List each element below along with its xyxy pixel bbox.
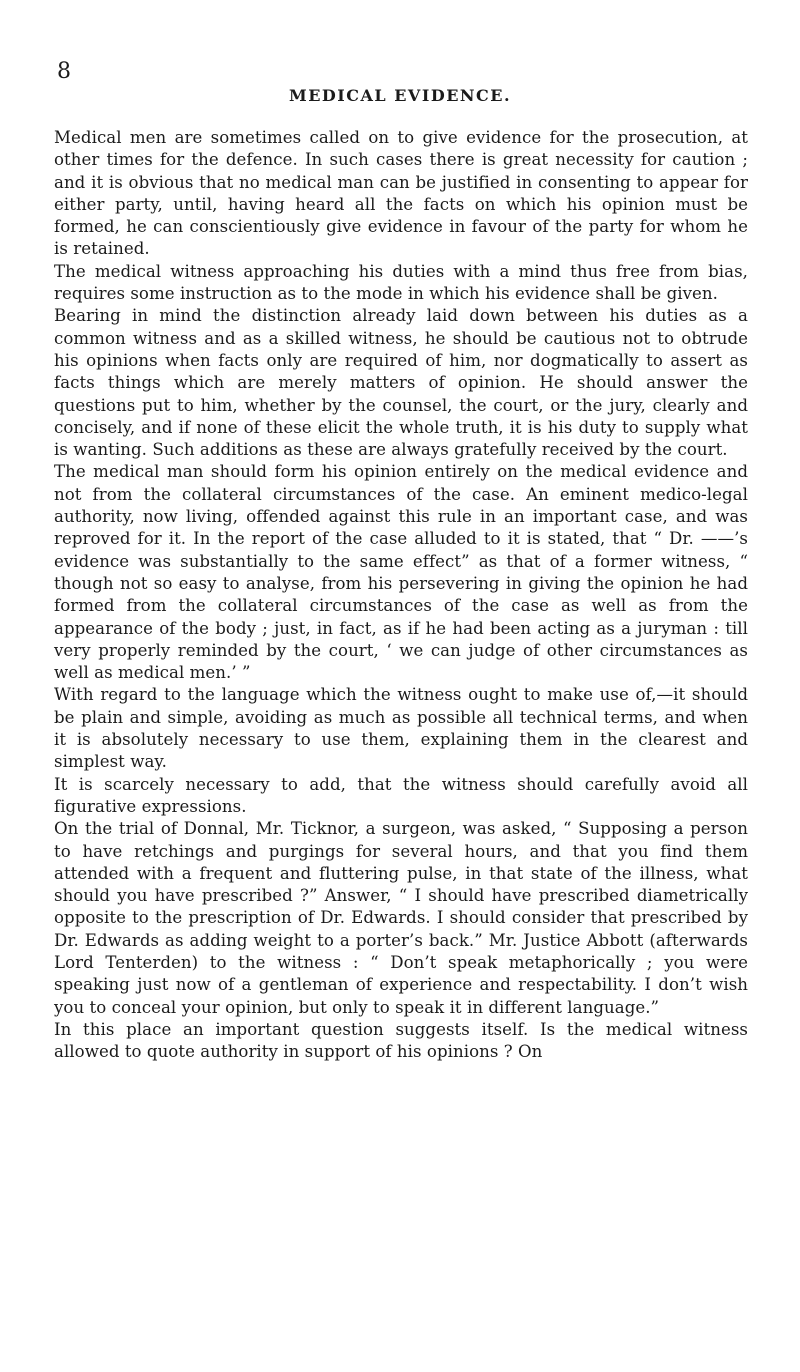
paragraph: Bearing in mind the distinction already laid down between his duties as a common witness and as a skilled witness, he should be cautious not to obtrude his opinions when facts only are required of him, nor dogmatically to assert as facts things which are merely matters of opinion. He should answer the questions put to him, whether by the counsel, the court, or the jury, clearly and concisely, and if none of these elicit the whole truth, it is his duty to supply what is wanting. Such additions as these are always gratefully received by the court. — [54, 306, 748, 460]
paragraph: Medical men are sometimes called on to give evidence for the prosecution, at other times for the defence. In such cases there is great necessity for caution ; and it is obvious that no medical man can be justified in consenting to appear for either party, until, having heard all the facts on which his opinion must be formed, he can conscientiously give evidence in favour of the party for whom he is retained. — [54, 128, 748, 259]
running-head: MEDICAL EVIDENCE. — [288, 86, 512, 105]
page-number: 8 — [57, 59, 71, 84]
paragraph: With regard to the language which the witness ought to make use of,—it should be plain and simple, avoiding as much as possible all technical terms, and when it is absolutely necessary to use them, explaining them in the clearest and simplest way. — [54, 685, 748, 772]
paragraph: The medical man should form his opinion entirely on the medical evidence and not from the collateral circumstances of the case. An eminent medico-legal authority, now living, offended against this rule in an important case, and was reproved for it. In the report of the case alluded to it is stated, that “ Dr. ——’s evidence was substantially to the same effect” as that of a former witness, “ though not so easy to analyse, from his persevering in giving the opinion he had formed from the collateral circumstances of the case as well as from the appearance of the body ; just, in fact, as if he had been acting as a juryman : till very properly reminded by the court, ‘ we can judge of other circumstances as well as medical men.’ ” — [54, 462, 748, 683]
paragraph: On the trial of Donnal, Mr. Ticknor, a surgeon, was asked, “ Supposing a person to have retchings and purgings for several hours, and that you find them attended with a frequent and fluttering pulse, in that state of the illness, what should you have prescribed ?” Answer, “ I should have prescribed diametrically opposite to the prescription of Dr. Edwards. I should consider that prescribed by Dr. Edwards as adding weight to a porter’s back.” Mr. Justice Abbott (afterwards Lord Tenterden) to the witness : “ Don’t speak metaphorically ; you were speaking just now of a gentleman of experience and respectability. I don’t wish you to conceal your opinion, but only to speak it in different language.” — [54, 819, 748, 1017]
paragraph: The medical witness approaching his duties with a mind thus free from bias, requires some instruction as to the mode in which his evidence shall be given. — [54, 261, 748, 304]
paragraph: In this place an important question suggests itself. Is the medical witness allowed to quote authority in support of his opinions ? On — [54, 1019, 748, 1062]
paragraph: It is scarcely necessary to add, that the witness should carefully avoid all figurative expressions. — [54, 774, 748, 816]
body-text — [54, 127, 748, 1063]
